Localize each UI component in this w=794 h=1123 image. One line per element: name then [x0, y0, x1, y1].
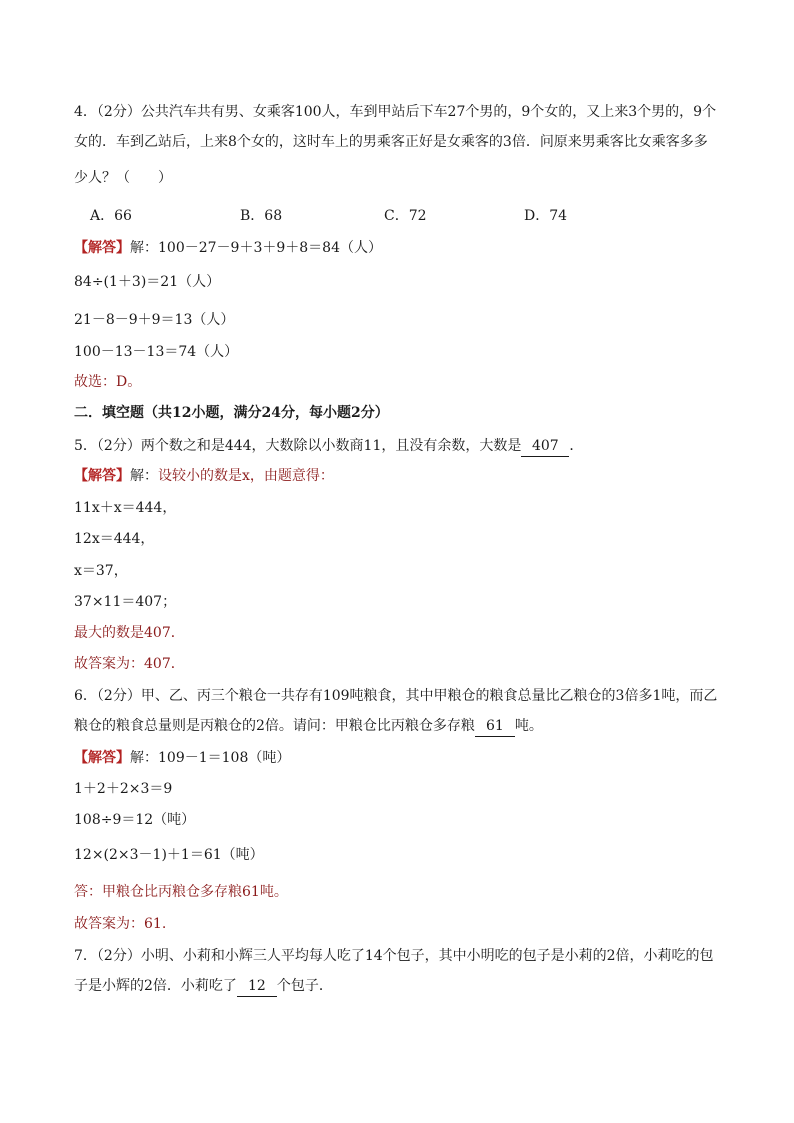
q6-answer-line — [74, 748, 290, 768]
q6-line-1: 6．（2分）甲、乙、丙三个粮仓一共存有109吨粮食，其中甲粮仓的粮食总量比乙粮仓的3倍多1吨，而乙 — [74, 688, 718, 704]
q4-line-3: 少人？（ ） — [74, 170, 172, 186]
q6-conclusion: 故答案为：61. — [74, 916, 167, 932]
q4-option-c: C．72 — [384, 208, 427, 224]
q6-step-1: 109－1＝108（吨） — [158, 750, 291, 766]
q6-step-2: 1＋2＋2×3＝9 — [74, 781, 173, 797]
answer-prefix: 解： — [130, 750, 158, 766]
answer-tag: 【解答】 — [74, 468, 130, 484]
q4-line-2: 女的．车到乙站后，上来8个女的，这时车上的男乘客正好是女乘客的3倍．问原来男乘客比女乘客多多 — [74, 134, 708, 150]
q4-step-2: 84÷(1＋3)＝21（人） — [74, 274, 221, 290]
answer-prefix: 解： — [130, 468, 158, 484]
q5-line-1 — [74, 436, 583, 457]
q7-answer-blank: 12 — [237, 976, 277, 997]
q4-conclusion: 故选：D。 — [74, 374, 142, 390]
answer-tag: 【解答】 — [74, 240, 130, 256]
q4-step-4: 100－13－13＝74（人） — [74, 344, 239, 360]
q6-text-after: 吨。 — [514, 718, 543, 734]
q6-step-3: 108÷9＝12（吨） — [74, 812, 196, 828]
q5-step-3: x＝37， — [74, 563, 128, 579]
q5-step-2: 12x＝444， — [74, 531, 155, 547]
q4-step-3: 21－8－9＋9＝13（人） — [74, 312, 235, 328]
q4-option-b: B．68 — [240, 208, 283, 224]
q5-answer-line — [74, 466, 334, 486]
q7-text-before: 子是小辉的2倍．小莉吃了 — [74, 978, 237, 994]
q5-text-before: 5．（2分）两个数之和是444，大数除以小数商11，且没有余数，大数是 — [74, 438, 522, 454]
q5-answer-blank: 407 — [521, 436, 569, 457]
q4-option-a: A．66 — [90, 208, 132, 224]
q6-step-4: 12×(2×3－1)＋1＝61（吨） — [74, 847, 264, 863]
q7-line-2 — [74, 976, 333, 997]
q6-text-before: 粮仓的粮食总量则是丙粮仓的2倍。请问：甲粮仓比丙粮仓多存粮 — [74, 718, 475, 734]
q4-step-1: 100－27－9＋3＋9＋8＝84（人） — [158, 240, 382, 256]
q4-option-d: D．74 — [524, 208, 568, 224]
section-heading: 二．填空题（共12小题，满分24分，每小题2分） — [74, 405, 389, 421]
answer-tag: 【解答】 — [74, 750, 130, 766]
q6-answer-blank: 61 — [475, 716, 515, 737]
q5-step-1: 11x＋x＝444， — [74, 500, 177, 516]
q7-line-1: 7．（2分）小明、小莉和小辉三人平均每人吃了14个包子，其中小明吃的包子是小莉的2倍，小莉吃的包 — [74, 948, 714, 964]
q4-answer-line — [74, 238, 382, 258]
q4-line-1: 4．（2分）公共汽车共有男、女乘客100人，车到甲站后下车27个男的，9个女的，又上来3个男的，9个 — [74, 104, 717, 120]
answer-prefix: 解： — [130, 240, 158, 256]
q6-line-2 — [74, 716, 543, 737]
q5-step-4: 37×11＝407； — [74, 594, 177, 610]
q5-conclusion: 故答案为：407． — [74, 656, 185, 672]
q5-text-after: ． — [569, 438, 584, 454]
q7-text-after: 个包子． — [276, 978, 333, 994]
q5-result: 最大的数是407． — [74, 625, 185, 641]
q5-answer-text: 设较小的数是x，由题意得： — [158, 468, 334, 484]
q6-result: 答：甲粮仓比丙粮仓多存粮61吨。 — [74, 884, 288, 900]
